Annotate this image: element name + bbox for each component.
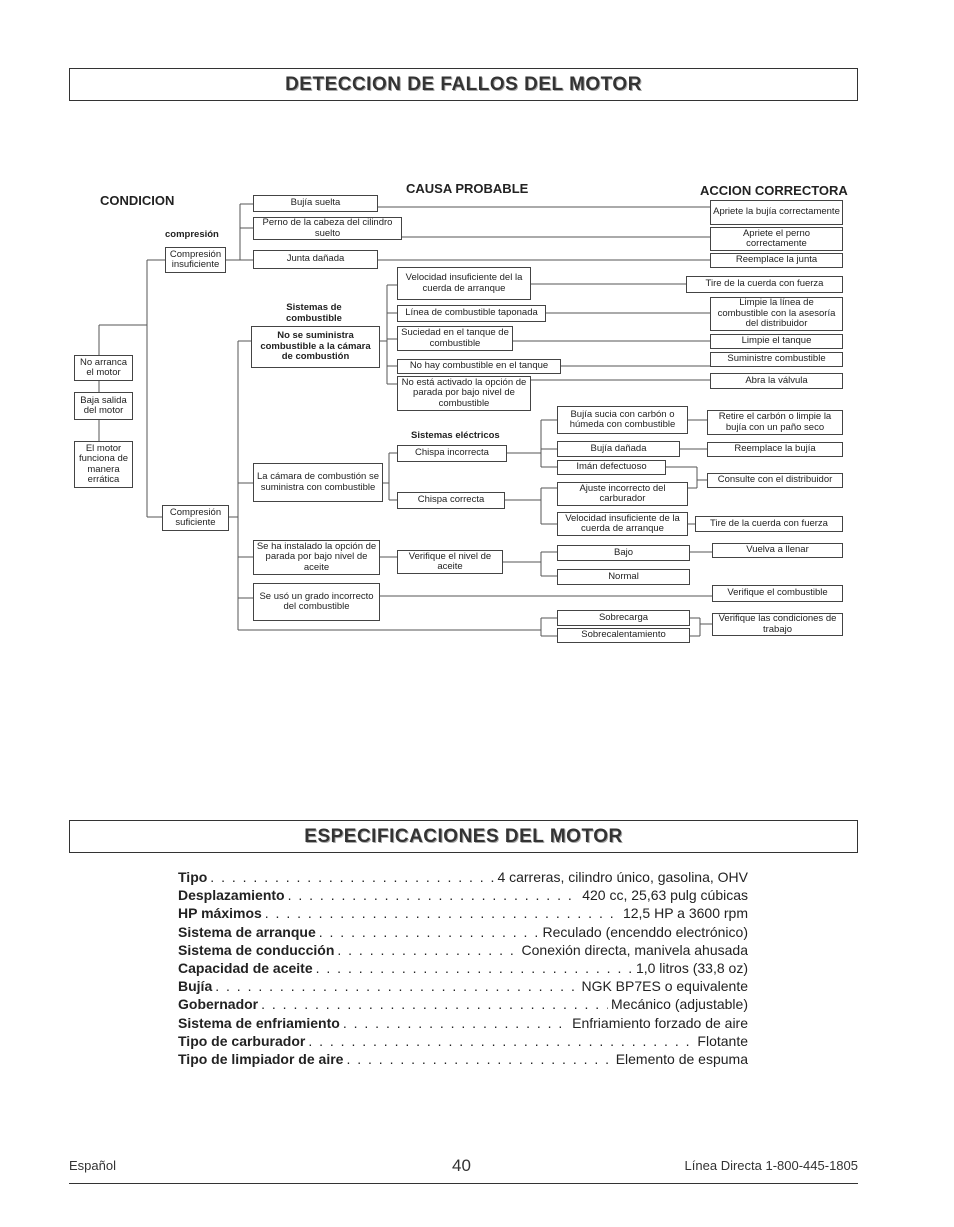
condition-erratic: El motor funciona de manera errática	[74, 441, 133, 488]
action-replace-gasket: Reemplace la junta	[710, 253, 843, 268]
fuel-cause-empty-tank: No hay combustible en el tanque	[397, 359, 561, 374]
condition-low-output: Baja salida del motor	[74, 392, 133, 420]
action-header: ACCION CORRECTORA	[700, 183, 848, 198]
compression-insufficient: Compresión insuficiente	[165, 247, 226, 273]
action-check-conditions: Verifique las condiciones de trabajo	[712, 613, 843, 636]
action-tighten-plug: Apriete la bujía correctamente	[710, 200, 843, 225]
fuel-cause-rope-speed: Velocidad insuficiente del la cuerda de arranque	[397, 267, 531, 300]
fuel-action-open-valve: Abra la válvula	[710, 373, 843, 389]
condition-no-start: No arranca el motor	[74, 355, 133, 381]
elec-cause-damaged-plug: Bujía dañada	[557, 441, 680, 457]
elec-cause-carburetor: Ajuste incorrecto del carburador	[557, 482, 688, 506]
compression-label: compresión	[165, 229, 219, 240]
spark-incorrect: Chispa incorrecta	[397, 445, 507, 462]
fuel-cause-shutoff: No está activado la opción de parada por bajo nivel de combustible	[397, 376, 531, 411]
cause-loose-bolt: Perno de la cabeza del cilindro suelto	[253, 217, 402, 240]
cause-damaged-gasket: Junta dañada	[253, 250, 378, 269]
spec-row: Tipo . . . 4 carreras, cilindro único, gasolina, OHV	[178, 868, 748, 886]
action-tighten-bolt: Apriete el perno correctamente	[710, 227, 843, 251]
spec-row: Tipo de limpiador de aire . . . Elemento de espuma	[178, 1050, 748, 1068]
fuel-action-supply-fuel: Suministre combustible	[710, 352, 843, 367]
spec-row: Gobernador . . . Mecánico (adjustable)	[178, 995, 748, 1013]
cause-overheating: Sobrecalentamiento	[557, 628, 690, 643]
specs-title: ESPECIFICACIONES DEL MOTOR	[69, 820, 858, 853]
fuel-action-clean-line: Limpie la línea de combustible con la asesoría del distribuidor	[710, 297, 843, 331]
troubleshooting-title: DETECCION DE FALLOS DEL MOTOR	[69, 68, 858, 101]
fuel-action-clean-tank: Limpie el tanque	[710, 334, 843, 349]
elec-action-pull-rope: Tire de la cuerda con fuerza	[695, 516, 843, 532]
spec-row: Sistema de conducción . . . Conexión directa, manivela ahusada	[178, 941, 748, 959]
spec-row: Capacidad de aceite . . . 1,0 litros (33,8 oz)	[178, 959, 748, 977]
page-number: 40	[452, 1156, 471, 1175]
oil-level-normal: Normal	[557, 569, 690, 585]
oil-check-level: Verifique el nivel de aceite	[397, 550, 503, 574]
spec-row: Tipo de carburador . . . Flotante	[178, 1032, 748, 1050]
footer-language: Español	[69, 1158, 116, 1173]
cause-header: CAUSA PROBABLE	[406, 181, 529, 196]
footer-divider	[69, 1183, 858, 1184]
combustion-chamber-supplied: La cámara de combustión se suministra con combustible	[253, 463, 383, 502]
elec-action-clean-plug: Retire el carbón o limpie la bujía con un paño seco	[707, 410, 843, 435]
elec-cause-rope-speed: Velocidad insuficiente de la cuerda de arranque	[557, 512, 688, 536]
specs-list	[178, 868, 748, 1068]
spec-row: Sistema de arranque . . . Reculado (encenddo electrónico)	[178, 923, 748, 941]
spec-row: Sistema de enfriamiento . . . Enfriamiento forzado de aire	[178, 1014, 748, 1032]
fuel-cause-line-clogged: Línea de combustible taponada	[397, 305, 546, 322]
oil-shutoff-installed: Se ha instalado la opción de parada por bajo nivel de aceite	[253, 540, 380, 575]
fuel-not-supplied: No se suministra combustible a la cámara de combustión	[251, 326, 380, 368]
spec-row: HP máximos . . . 12,5 HP a 3600 rpm	[178, 904, 748, 922]
elec-cause-dirty-plug: Bujía sucia con carbón o húmeda con combustible	[557, 406, 688, 434]
fuel-action-pull-rope: Tire de la cuerda con fuerza	[686, 276, 843, 293]
elec-cause-magnet: Imán defectuoso	[557, 460, 666, 475]
elec-action-replace-plug: Reemplace la bujía	[707, 442, 843, 457]
spec-row: Bujía . . . NGK BP7ES o equivalente	[178, 977, 748, 995]
electric-systems-label: Sistemas eléctricos	[411, 430, 500, 441]
spec-row: Desplazamiento . . . 420 cc, 25,63 pulg cúbicas	[178, 886, 748, 904]
fuel-systems-label: Sistemas de combustible	[286, 302, 342, 324]
wrong-fuel-grade: Se usó un grado incorrecto del combustible	[253, 583, 380, 621]
footer-hotline: Línea Directa 1-800-445-1805	[684, 1158, 858, 1173]
spark-correct: Chispa correcta	[397, 492, 505, 509]
elec-action-consult: Consulte con el distribuidor	[707, 473, 843, 488]
condition-header: CONDICION	[100, 193, 175, 208]
cause-loose-plug: Bujía suelta	[253, 195, 378, 212]
action-check-fuel: Verifique el combustible	[712, 585, 843, 602]
cause-overload: Sobrecarga	[557, 610, 690, 626]
fuel-cause-dirty-tank: Suciedad en el tanque de combustible	[397, 326, 513, 351]
oil-action-refill: Vuelva a llenar	[712, 543, 843, 558]
compression-sufficient: Compresión suficiente	[162, 505, 229, 531]
oil-level-low: Bajo	[557, 545, 690, 561]
